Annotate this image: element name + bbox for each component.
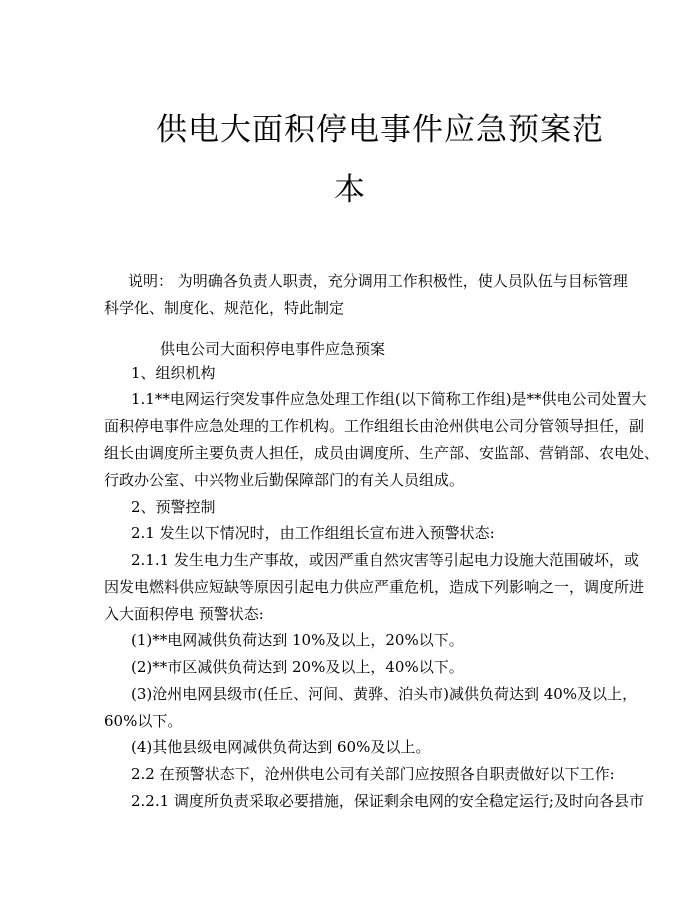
document-title-line-2: 本	[334, 172, 366, 208]
paragraph-line: 行政办公室、中兴物业后勤保障部门的有关人员组成。	[104, 471, 465, 489]
paragraph-line: (3)沧州电网县级市(任丘、河间、黄骅、泊头市)减供负荷达到 40%及以上，	[131, 685, 638, 703]
paragraph-line: 入大面积停电 预警状态:	[104, 605, 264, 623]
paragraph-line: (4)其他县级电网减供负荷达到 60%及以上。	[131, 738, 431, 756]
paragraph-line: 组长由调度所主要负责人担任，成员由调度所、生产部、安监部、营销部、农电处、	[104, 444, 660, 462]
paragraph-line: (1)**电网减供负荷达到 10%及以上，20%以下。	[131, 631, 464, 649]
paragraph-line: 因发电燃料供应短缺等原因引起电力供应严重危机，造成下列影响之一，调度所进	[104, 578, 645, 596]
paragraph-line: 2.1 发生以下情况时，由工作组组长宣布进入预警状态:	[131, 524, 495, 542]
section-heading: 供电公司大面积停电事件应急预案	[160, 340, 386, 358]
note-line-1: 说明： 为明确各负责人职责，充分调用工作积极性，使人员队伍与目标管理	[128, 272, 628, 290]
paragraph-line: 2.2.1 调度所负责采取必要措施，保证剩余电网的安全稳定运行;及时向各县市	[131, 792, 644, 810]
paragraph-line: 60%以下。	[104, 712, 183, 730]
paragraph-line: (2)**市区减供负荷达到 20%及以上，40%以下。	[131, 658, 464, 676]
note-line-2: 科学化、制度化、规范化，特此制定	[104, 299, 345, 317]
paragraph-line: 2、预警控制	[131, 498, 216, 516]
document-title-line-1: 供电大面积停电事件应急预案范	[156, 112, 604, 148]
paragraph-line: 1、组织机构	[131, 364, 216, 382]
paragraph-line: 面积停电事件应急处理的工作机构。工作组组长由沧州供电公司分管领导担任，副	[104, 417, 645, 435]
paragraph-line: 1.1**电网运行突发事件应急处理工作组(以下简称工作组)是**供电公司处置大	[131, 390, 647, 408]
paragraph-line: 2.2 在预警状态下，沧州供电公司有关部门应按照各自职责做好以下工作:	[131, 765, 615, 783]
paragraph-line: 2.1.1 发生电力生产事故，或因严重自然灾害等引起电力设施大范围破坏，或	[131, 551, 639, 569]
